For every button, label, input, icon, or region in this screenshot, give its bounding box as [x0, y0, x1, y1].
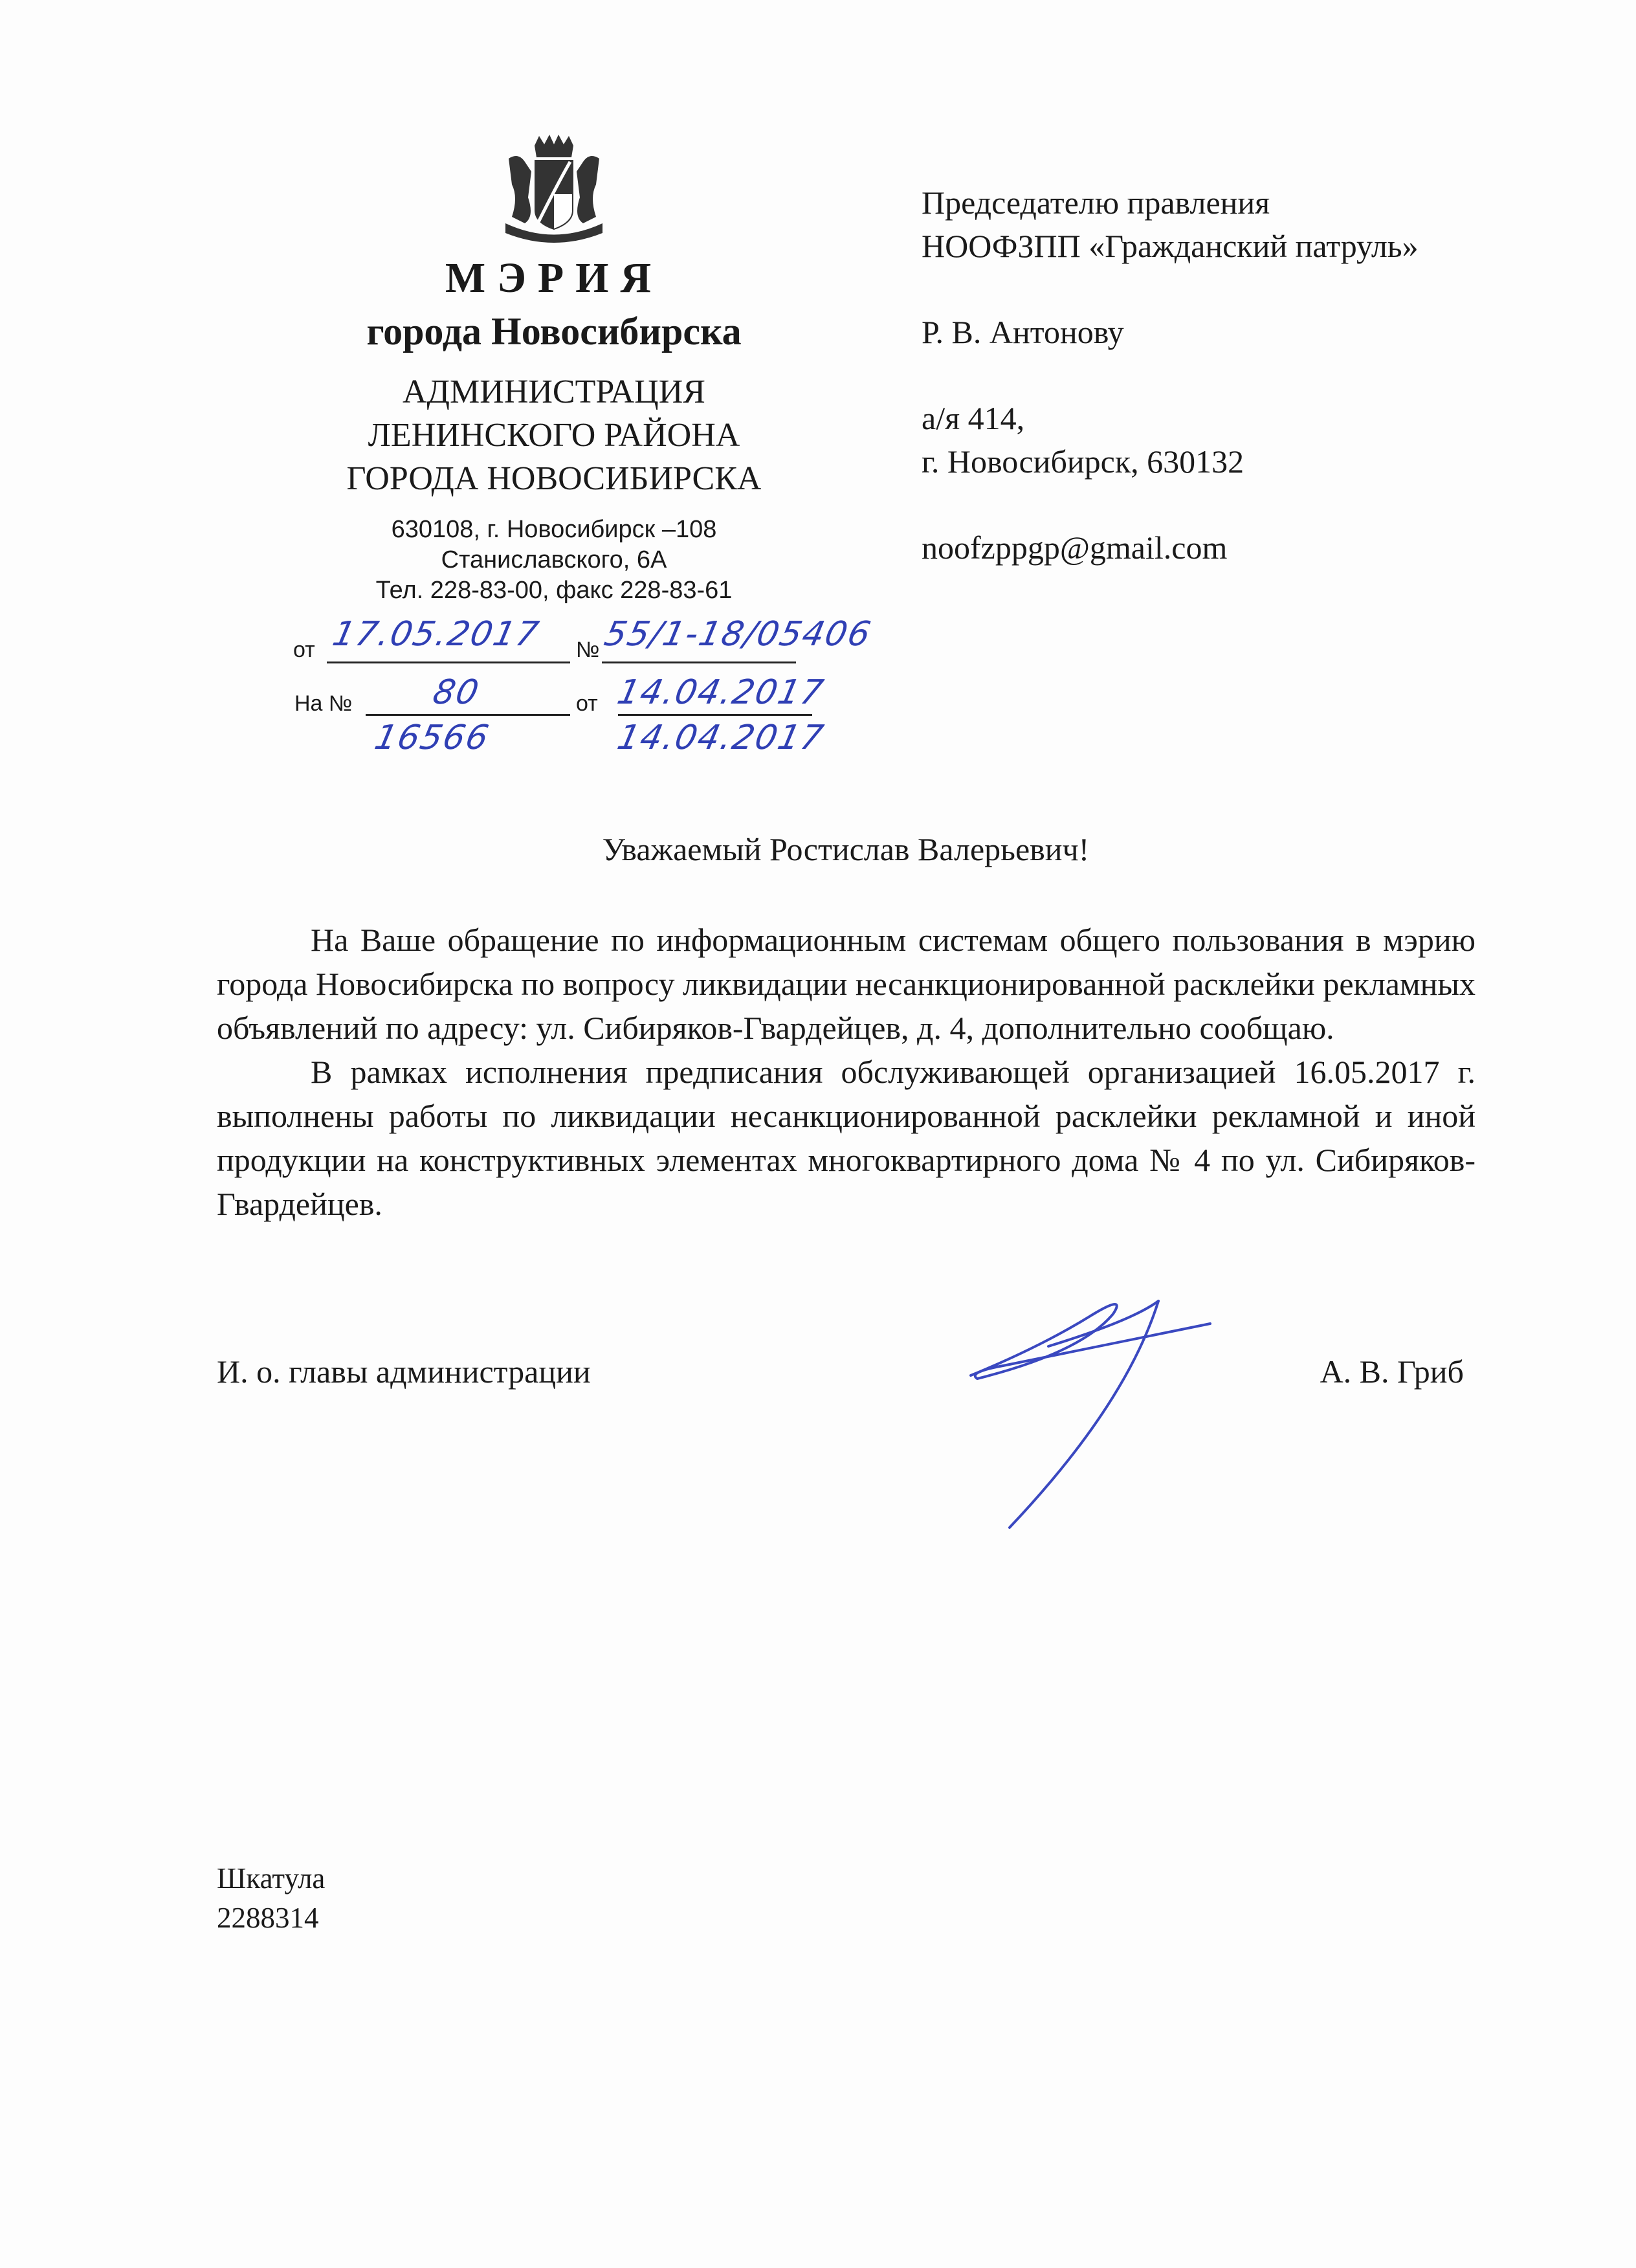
letter-body — [217, 918, 1476, 1226]
admin-line: ГОРОДА НОВОСИБИРСКА — [346, 460, 762, 497]
address-line: Тел. 228-83-00, факс 228-83-61 — [375, 577, 733, 604]
executor-phone: 2288314 — [217, 1902, 319, 1934]
body-paragraph: На Ваше обращение по информационным системам общего пользования в мэрию города Новосибирска по вопросу ликвидации несанкционированной расклейки рекламных объявлений по адресу: ул. Сибиряков-Гвардейцев, д. 4, дополнительно сообщаю. — [217, 922, 1476, 1046]
address-line: Станиславского, 6А — [441, 546, 667, 573]
reply-underline — [366, 714, 570, 716]
reply-from-label: от — [576, 691, 598, 716]
org-title: МЭРИЯ — [445, 254, 663, 302]
handwritten-extra-date: 14.04.2017 — [614, 718, 828, 757]
admin-name — [263, 370, 845, 500]
recipient-name: Р. В. Антонову — [922, 314, 1124, 350]
from-label: от — [293, 638, 315, 662]
admin-line: ЛЕНИНСКОГО РАЙОНА — [368, 417, 740, 454]
signer-name: А. В. Гриб — [1320, 1353, 1464, 1390]
signer-position: И. о. главы администрации — [217, 1353, 591, 1390]
handwritten-reply-number: 80 — [429, 673, 483, 712]
org-address — [295, 515, 813, 606]
admin-line: АДМИНИСТРАЦИЯ — [403, 373, 705, 410]
address-line: 630108, г. Новосибирск –108 — [391, 516, 717, 543]
recipient-address-line: г. Новосибирск, 630132 — [922, 443, 1244, 480]
handwritten-date: 17.05.2017 — [329, 615, 544, 654]
greeting: Уважаемый Ростислав Валерьевич! — [602, 831, 1090, 867]
recipient-line: НООФЗПП «Гражданский патруль» — [922, 228, 1419, 264]
org-subtitle: города Новосибирска — [366, 310, 742, 353]
reply-date-underline — [618, 714, 812, 716]
reply-label: На № — [294, 691, 353, 716]
handwritten-extra-number: 16566 — [371, 718, 493, 757]
recipient-email: noofzppgp@gmail.com — [922, 529, 1228, 566]
number-underline — [602, 662, 796, 663]
recipient-line: Председателю правления — [922, 184, 1270, 221]
coat-of-arms-emblem — [499, 133, 609, 243]
recipient-address-line: а/я 414, — [922, 400, 1025, 436]
executor-name: Шкатула — [217, 1862, 326, 1895]
executor-info — [217, 1859, 325, 1938]
handwritten-number: 55/1-18/05406 — [601, 615, 876, 654]
body-paragraph: В рамках исполнения предписания обслуживающей организацией 16.05.2017 г. выполнены работы по ликвидации несанкционированной расклейки рекламной и иной продукции на конструктивных элементах многоквартирного дома № 4 по ул. Сибиряков-Гвардейцев. — [217, 1054, 1476, 1222]
recipient-block — [922, 181, 1419, 570]
number-label: № — [576, 638, 600, 662]
handwritten-reply-date: 14.04.2017 — [614, 673, 828, 712]
date-underline — [327, 662, 570, 663]
handwritten-signature — [964, 1275, 1223, 1534]
